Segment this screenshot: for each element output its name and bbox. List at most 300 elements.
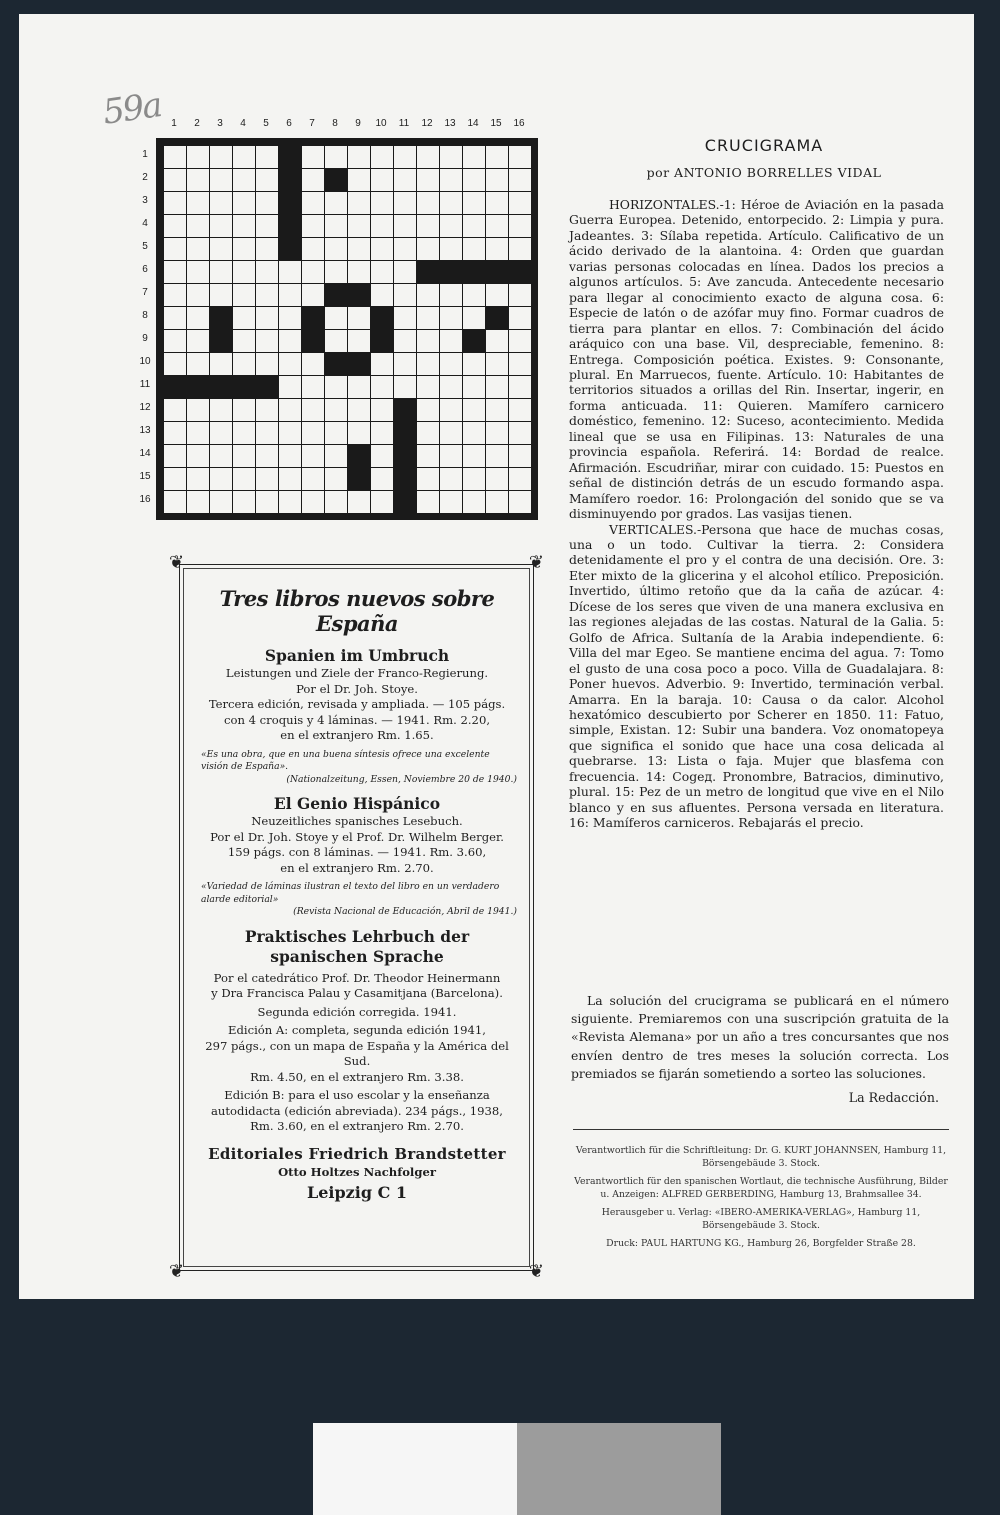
crossword-cell[interactable] — [509, 238, 531, 260]
book-detail: Rm. 3.60, en el extranjero Rm. 2.70. — [250, 1119, 464, 1133]
crossword-cell[interactable] — [256, 169, 278, 191]
crossword-cell[interactable] — [187, 399, 209, 421]
crossword-cell[interactable] — [302, 146, 324, 168]
book-review-quote: «Es una obra, que en una buena síntesis ofrece una excelente visión de España». — [201, 748, 490, 772]
crossword-cell[interactable] — [210, 238, 232, 260]
row-number: 1 — [142, 149, 148, 160]
book-detail: 297 págs., con un mapa de España y la América del Sud. — [205, 1038, 509, 1068]
crossword-cell[interactable] — [371, 215, 393, 237]
crossword-cell[interactable] — [187, 261, 209, 283]
crossword-cell[interactable] — [509, 330, 531, 352]
crossword-cell[interactable] — [279, 376, 301, 398]
crossword-cell[interactable] — [417, 192, 439, 214]
crossword-cell[interactable] — [187, 445, 209, 467]
row-number: 6 — [142, 264, 148, 275]
crossword-cell[interactable] — [325, 192, 347, 214]
row-number: 12 — [139, 402, 151, 413]
crossword-cell[interactable] — [463, 353, 485, 375]
crossword-cell[interactable] — [417, 307, 439, 329]
crossword-cell[interactable] — [164, 468, 186, 490]
crossword-cell[interactable] — [509, 468, 531, 490]
crossword-cell[interactable] — [417, 353, 439, 375]
crossword-cell[interactable] — [256, 261, 278, 283]
crossword-cell[interactable] — [394, 376, 416, 398]
crossword-cell[interactable] — [463, 284, 485, 306]
column-number: 15 — [490, 118, 502, 129]
crossword-cell[interactable] — [371, 468, 393, 490]
crossword-cell[interactable] — [417, 169, 439, 191]
crossword-cell[interactable] — [371, 261, 393, 283]
crossword-cell[interactable] — [302, 468, 324, 490]
row-number: 15 — [139, 471, 151, 482]
row-number: 3 — [142, 195, 148, 206]
column-number: 10 — [375, 118, 387, 129]
crossword-cell[interactable] — [233, 261, 255, 283]
column-number: 2 — [194, 118, 200, 129]
crossword-cell[interactable] — [486, 146, 508, 168]
calibration-card-gray — [517, 1423, 721, 1515]
crossword-cell[interactable] — [233, 169, 255, 191]
crossword-cell[interactable] — [187, 330, 209, 352]
crossword-cell[interactable] — [440, 468, 462, 490]
clues-verticales: VERTICALES.-Persona que hace de muchas cosas, una o un todo. Cultivar la tierra. 2: Considera detenidamente el pro y el contra de una decisión. Ore. 3: Eter mixto de la glicerina y el alcohol etílico. Preposición. Invertido, último retoño que da la caña de azúcar. 4: Dícese de los seres que viven de una manera exclusiva en las regiones alejadas de las costas. Natural de la Galia. 5: Golfo de Africa. Sultanía de la Arabia independiente. 6: Villa del mar Egeo. Se mantiene encima del agua. 7: Tomo el gusto de una cosa poco a poco. Villa de Guadalajara. 8: Poner huevos. Adverbio. 9: Invertido, terminación verbal. Amarra. En la baraja. 10: Causa o da calor. Alcohol hexatómico descubierto por Scherer en 1850. 11: Fatuo, simple, Existan. 12: Subir una bandera. Voz onomatopeya que significa el sonido que hace una cosa delicada al quebrarse. 13: Lista o faja. Mujer que blasfema con frecuencia. 14: Cogед. Pronombre, Batracios, diminutivo, plural. 15: Pez de un metro de longitud que vive en el Nilo blanco y en sus afluentes. Persona versada en literatura. 16: Mamíferos carniceros. Rebajarás el precio. — [569, 521, 944, 831]
book-review-source: (Revista Nacional de Educación, Abril de 1941.) — [293, 906, 517, 917]
book-title: Praktisches Lehrbuch der spanischen Sprache — [244, 926, 470, 966]
crossword-cell[interactable] — [371, 376, 393, 398]
crossword-cell[interactable] — [509, 491, 531, 513]
column-number: 9 — [355, 118, 361, 129]
publisher-city: Leipzig C 1 — [306, 1182, 408, 1202]
crossword-cell[interactable] — [279, 307, 301, 329]
crossword-cell[interactable] — [486, 238, 508, 260]
crossword-cell[interactable] — [486, 422, 508, 444]
row-number: 7 — [142, 287, 148, 298]
crossword-cell[interactable] — [210, 169, 232, 191]
crossword-cell[interactable] — [256, 330, 278, 352]
crossword-cell[interactable] — [394, 307, 416, 329]
crossword-cell[interactable] — [187, 146, 209, 168]
crossword-cell[interactable] — [417, 376, 439, 398]
crossword-cell[interactable] — [164, 169, 186, 191]
crossword-cell[interactable] — [417, 445, 439, 467]
crossword-cell[interactable] — [325, 422, 347, 444]
book-detail: Segunda edición corregida. 1941. — [257, 1004, 457, 1019]
crossword-cell[interactable] — [256, 468, 278, 490]
crossword-cell[interactable] — [164, 261, 186, 283]
crossword-cell[interactable] — [509, 215, 531, 237]
imprint — [571, 1144, 951, 1255]
imprint-line: Druck: PAUL HARTUNG KG., Hamburg 26, Borgfelder Straße 28. — [606, 1238, 916, 1249]
crossword-cell[interactable] — [417, 146, 439, 168]
corner-ornament-icon: ❦ — [528, 1261, 544, 1282]
crossword-cell[interactable] — [256, 307, 278, 329]
crossword-cell[interactable] — [440, 399, 462, 421]
crossword-cell[interactable] — [417, 399, 439, 421]
crossword-cell[interactable] — [233, 215, 255, 237]
crossword-cell[interactable] — [348, 376, 370, 398]
crossword-cell[interactable] — [486, 445, 508, 467]
crossword-cell[interactable] — [210, 491, 232, 513]
crossword-cell[interactable] — [371, 284, 393, 306]
crossword-cell[interactable] — [394, 330, 416, 352]
crossword-cell[interactable] — [509, 399, 531, 421]
crossword-cell[interactable] — [440, 491, 462, 513]
crossword-cell[interactable] — [509, 169, 531, 191]
crossword-cell[interactable] — [325, 307, 347, 329]
crossword-cell[interactable] — [210, 261, 232, 283]
crossword-cell[interactable] — [348, 238, 370, 260]
crossword-cell[interactable] — [210, 284, 232, 306]
crossword-cell[interactable] — [371, 422, 393, 444]
book-review-quote: «Variedad de láminas ilustran el texto del libro en un verdadero alarde editorial» — [201, 881, 500, 905]
crossword-clues — [569, 197, 944, 831]
crossword-cell[interactable] — [371, 353, 393, 375]
publisher-subtitle: Otto Holtzes Nachfolger — [278, 1164, 436, 1179]
crossword-cell[interactable] — [509, 422, 531, 444]
crossword-cell[interactable] — [417, 215, 439, 237]
crossword-cell[interactable] — [164, 353, 186, 375]
editorial-signature: La Redacción. — [848, 1090, 939, 1105]
row-number: 10 — [139, 356, 151, 367]
crossword-cell[interactable] — [371, 445, 393, 467]
crossword-cell[interactable] — [486, 284, 508, 306]
crossword-cell[interactable] — [279, 491, 301, 513]
crossword-cell[interactable] — [486, 376, 508, 398]
crossword-cell[interactable] — [417, 468, 439, 490]
column-number: 16 — [513, 118, 525, 129]
book-detail: en el extranjero Rm. 1.65. — [280, 728, 434, 742]
crossword-cell[interactable] — [164, 215, 186, 237]
row-number: 11 — [139, 379, 151, 390]
crossword-cell[interactable] — [164, 284, 186, 306]
row-number: 2 — [142, 172, 148, 183]
crossword-cell[interactable] — [302, 261, 324, 283]
crossword-cell[interactable] — [256, 146, 278, 168]
crossword-cell[interactable] — [210, 215, 232, 237]
crossword-cell[interactable] — [348, 491, 370, 513]
crossword-cell[interactable] — [440, 376, 462, 398]
book-review-source: (Nationalzeitung, Essen, Noviembre 20 de 1940.) — [286, 773, 517, 785]
crossword-cell[interactable] — [279, 330, 301, 352]
book-detail: con 4 croquis y 4 láminas. — 1941. Rm. 2.20, — [224, 712, 490, 727]
crossword-cell[interactable] — [325, 491, 347, 513]
crossword-cell[interactable] — [187, 468, 209, 490]
crossword-cell[interactable] — [279, 353, 301, 375]
crossword-cell[interactable] — [210, 192, 232, 214]
corner-ornament-icon: ❦ — [169, 552, 185, 573]
crossword-contest-note — [571, 992, 949, 1083]
row-number: 4 — [142, 218, 148, 229]
crossword-cell[interactable] — [233, 192, 255, 214]
crossword-cell[interactable] — [463, 146, 485, 168]
crossword-cell[interactable] — [417, 284, 439, 306]
crossword-cell[interactable] — [256, 238, 278, 260]
crossword-cell[interactable] — [509, 307, 531, 329]
crossword-cell[interactable] — [463, 215, 485, 237]
crossword-cell[interactable] — [348, 307, 370, 329]
crossword-cell[interactable] — [440, 445, 462, 467]
crossword-cell[interactable] — [210, 445, 232, 467]
crossword-cell[interactable] — [210, 422, 232, 444]
crossword-cell[interactable] — [302, 215, 324, 237]
crossword-cell[interactable] — [509, 353, 531, 375]
crossword-cell[interactable] — [164, 445, 186, 467]
book-title: El Genio Hispánico — [273, 794, 441, 813]
crossword-cell[interactable] — [417, 238, 439, 260]
crossword-cell[interactable] — [256, 353, 278, 375]
crossword-cell[interactable] — [394, 192, 416, 214]
crossword-cell[interactable] — [348, 192, 370, 214]
book-advertisement — [169, 554, 544, 1281]
crossword-cell[interactable] — [233, 146, 255, 168]
crossword-cell[interactable] — [210, 399, 232, 421]
crossword-cell[interactable] — [233, 284, 255, 306]
crossword-cell[interactable] — [394, 146, 416, 168]
crossword-cell[interactable] — [164, 399, 186, 421]
crossword-cell[interactable] — [394, 169, 416, 191]
crossword-cell[interactable] — [302, 192, 324, 214]
crossword-cell[interactable] — [394, 215, 416, 237]
corner-ornament-icon: ❦ — [169, 1261, 185, 1282]
crossword-cell[interactable] — [279, 399, 301, 421]
crossword-cell[interactable] — [348, 215, 370, 237]
crossword-cell[interactable] — [279, 468, 301, 490]
book-detail: y Dra Francisca Palau y Casamitjana (Barcelona). — [211, 986, 503, 1000]
crossword-cell[interactable] — [279, 445, 301, 467]
crossword-cell[interactable] — [463, 238, 485, 260]
crossword-cell[interactable] — [463, 491, 485, 513]
crossword-cell[interactable] — [325, 468, 347, 490]
crossword-cell[interactable] — [187, 491, 209, 513]
crossword-cell[interactable] — [463, 169, 485, 191]
crossword-cell[interactable] — [440, 307, 462, 329]
crossword-cell[interactable] — [486, 353, 508, 375]
crossword-cell[interactable] — [210, 468, 232, 490]
crossword-cell[interactable] — [256, 399, 278, 421]
crossword-cell[interactable] — [463, 422, 485, 444]
publisher-name: Editoriales Friedrich Brandstetter — [208, 1144, 506, 1163]
clues-horizontales: HORIZONTALES.-1: Héroe de Aviación en la pasada Guerra Europea. Detenido, entorpecido. 2: Limpia y pura. Jadeantes. 3: Sílaba repetida. Artículo. Calificativo de un ácido derivado de la alantoina. 4: Orden que guardan varias personas colocadas en línea. Dados los precios a algunos artículos. 5: Ave zancuda. Antecedente necesario para llegar al conocimiento exacto de alguna cosa. 6: Especie de latón o de azófar muy fino. Formar cuadros de tierra para plantar en ellos. 7: Combinación del ácido aráquico con una base. Vil, despreciable, femenino. 8: Entrega. Composición poética. Existes. 9: Consonante, plural. En Marruecos, fuente. Artículo. 10: Habitantes de territorios situados a orillas del Rin. Insertar, ingerir, en forma anticuada. 11: Quieren. Mamífero carnicero doméstico, femenino. 12: Suceso, acontecimiento. Medida lineal que se usa en Filipinas. 13: Naturales de una provincia española. Referirá. 14: Bordad de realce. Afirmación. Escudriñar, mirar con cuidado. 15: Puestos en señal de distinción detrás de un escudo formando aspa. Mamífero roedor. 16: Prolongación del sonido que se va disminuyendo por grados. Las vasijas tienen. — [569, 197, 944, 522]
crossword-cell[interactable] — [348, 146, 370, 168]
crossword-cell[interactable] — [164, 192, 186, 214]
corner-ornament-icon: ❦ — [528, 552, 544, 573]
crossword-cell[interactable] — [302, 284, 324, 306]
crossword-cell[interactable] — [509, 146, 531, 168]
column-number: 11 — [398, 118, 410, 129]
crossword-cell[interactable] — [371, 146, 393, 168]
crossword-cell[interactable] — [371, 238, 393, 260]
book-detail: Neuzeitliches spanisches Lesebuch. — [251, 814, 463, 828]
crossword-cell[interactable] — [348, 169, 370, 191]
crossword-cell[interactable] — [187, 422, 209, 444]
book-3 — [197, 927, 517, 1135]
crossword-cell[interactable] — [164, 491, 186, 513]
crossword-cell[interactable] — [233, 238, 255, 260]
ad-content — [197, 586, 517, 1202]
calibration-card-white — [313, 1423, 517, 1515]
crossword-cell[interactable] — [486, 192, 508, 214]
crossword-cell[interactable] — [187, 307, 209, 329]
row-number: 14 — [139, 448, 151, 459]
crossword-cell[interactable] — [256, 284, 278, 306]
column-number: 13 — [444, 118, 456, 129]
crossword-cell[interactable] — [371, 399, 393, 421]
book-detail: 159 págs. con 8 láminas. — 1941. Rm. 3.60, — [227, 845, 487, 859]
crossword-cell[interactable] — [371, 192, 393, 214]
crossword-cell[interactable] — [348, 261, 370, 283]
crossword-cell[interactable] — [463, 468, 485, 490]
crossword-cell[interactable] — [348, 330, 370, 352]
crossword-cell[interactable] — [463, 307, 485, 329]
crossword-cell[interactable] — [256, 192, 278, 214]
book-detail: Edición B: para el uso escolar y la enseñanza autodidacta (edición abreviada). 234 págs., 1938, — [211, 1088, 503, 1118]
crossword-cell[interactable] — [279, 422, 301, 444]
crossword-cell[interactable] — [187, 192, 209, 214]
column-number: 8 — [332, 118, 338, 129]
crossword-cell[interactable] — [325, 399, 347, 421]
crossword-cell[interactable] — [302, 169, 324, 191]
crossword-author: por ANTONIO BORRELLES VIDAL — [646, 165, 882, 180]
crossword-cell[interactable] — [164, 146, 186, 168]
crossword-cell[interactable] — [509, 284, 531, 306]
crossword-cell[interactable] — [302, 376, 324, 398]
crossword-cell[interactable] — [417, 330, 439, 352]
crossword-cell[interactable] — [417, 491, 439, 513]
crossword-cell[interactable] — [486, 468, 508, 490]
handwritten-archive-number: 59a — [100, 85, 164, 133]
crossword-cell[interactable] — [302, 399, 324, 421]
crossword-cell[interactable] — [302, 445, 324, 467]
crossword-cell[interactable] — [302, 238, 324, 260]
crossword-cell[interactable] — [325, 445, 347, 467]
crossword-cell[interactable] — [440, 146, 462, 168]
crossword-cell[interactable] — [440, 284, 462, 306]
crossword-cell[interactable] — [279, 261, 301, 283]
crossword-cell[interactable] — [302, 491, 324, 513]
crossword-cell[interactable] — [325, 376, 347, 398]
book-detail: Por el Dr. Joh. Stoye y el Prof. Dr. Wilhelm Berger. — [210, 829, 504, 844]
crossword-cell[interactable] — [325, 146, 347, 168]
row-number: 9 — [142, 333, 148, 344]
book-2 — [197, 794, 517, 919]
crossword-cell[interactable] — [187, 215, 209, 237]
crossword-cell[interactable] — [210, 146, 232, 168]
scanned-page — [19, 14, 974, 1299]
crossword-cell[interactable] — [164, 307, 186, 329]
crossword-cell[interactable] — [233, 330, 255, 352]
crossword-cell[interactable] — [233, 468, 255, 490]
crossword-cell[interactable] — [486, 215, 508, 237]
crossword-cell[interactable] — [256, 215, 278, 237]
crossword-cell[interactable] — [509, 376, 531, 398]
crossword-cell[interactable] — [509, 445, 531, 467]
crossword-cell[interactable] — [486, 330, 508, 352]
crossword-cell[interactable] — [256, 491, 278, 513]
crossword-cell[interactable] — [256, 445, 278, 467]
crossword-cell[interactable] — [256, 422, 278, 444]
crossword-cell[interactable] — [463, 445, 485, 467]
crossword-cell[interactable] — [187, 353, 209, 375]
crossword-cell[interactable] — [164, 330, 186, 352]
crossword-cell[interactable] — [187, 169, 209, 191]
crossword-cell[interactable] — [187, 238, 209, 260]
crossword-cell[interactable] — [371, 491, 393, 513]
crossword-cell[interactable] — [187, 284, 209, 306]
crossword-cell[interactable] — [233, 307, 255, 329]
crossword-cell[interactable] — [440, 169, 462, 191]
book-detail: Leistungen und Ziele der Franco-Regierung. — [225, 666, 489, 680]
row-number: 5 — [142, 241, 148, 252]
crossword-cell[interactable] — [440, 238, 462, 260]
crossword-title: CRUCIGRAMA — [704, 136, 824, 155]
column-number: 5 — [263, 118, 269, 129]
crossword-cell[interactable] — [233, 445, 255, 467]
crossword-cell[interactable] — [325, 261, 347, 283]
imprint-line: Verantwortlich für den spanischen Wortlaut, die technische Ausführung, Bilder u. Anzeigen: ALFRED GERBERDING, Hamburg 13, Brahmsallee 34. — [574, 1176, 948, 1200]
crossword-cell[interactable] — [440, 330, 462, 352]
crossword-cell[interactable] — [233, 399, 255, 421]
crossword-cell[interactable] — [509, 192, 531, 214]
crossword-cell[interactable] — [440, 215, 462, 237]
book-1 — [197, 646, 517, 786]
book-detail: Por el Dr. Joh. Stoye. — [296, 681, 418, 696]
row-number: 16 — [139, 494, 151, 505]
crossword-cell[interactable] — [210, 353, 232, 375]
crossword-cell[interactable] — [164, 422, 186, 444]
crossword-cell[interactable] — [486, 399, 508, 421]
column-number: 3 — [217, 118, 223, 129]
crossword-cell[interactable] — [348, 422, 370, 444]
crossword-cell[interactable] — [394, 353, 416, 375]
crossword-cell[interactable] — [440, 422, 462, 444]
crossword-cell[interactable] — [394, 284, 416, 306]
crossword-cell[interactable] — [325, 330, 347, 352]
crossword-cell[interactable] — [233, 422, 255, 444]
crossword-cell[interactable] — [325, 215, 347, 237]
crossword-cell[interactable] — [486, 491, 508, 513]
book-title: Spanien im Umbruch — [264, 646, 450, 665]
crossword-cell[interactable] — [440, 192, 462, 214]
crossword-cell[interactable] — [463, 399, 485, 421]
crossword-cell[interactable] — [394, 261, 416, 283]
column-number: 4 — [240, 118, 246, 129]
column-number: 6 — [286, 118, 292, 129]
crossword-cell[interactable] — [302, 353, 324, 375]
crossword-cell[interactable] — [233, 353, 255, 375]
crossword-cell[interactable] — [164, 238, 186, 260]
column-number: 14 — [467, 118, 479, 129]
imprint-divider — [573, 1129, 949, 1130]
crossword-cell[interactable] — [394, 238, 416, 260]
book-detail: Edición A: completa, segunda edición 1941, — [228, 1023, 486, 1037]
crossword-cell[interactable] — [279, 284, 301, 306]
column-number: 1 — [171, 118, 177, 129]
book-detail: Tercera edición, revisada y ampliada. — 105 págs. — [208, 697, 506, 711]
crossword-cell[interactable] — [463, 376, 485, 398]
crossword-cell[interactable] — [486, 169, 508, 191]
crossword-cell[interactable] — [371, 169, 393, 191]
crossword-cell[interactable] — [325, 238, 347, 260]
contest-note-text: La solución del crucigrama se publicará en el número siguiente. Premiaremos con una suscripción gratuita de la «Revista Alemana» por un año a tres concursantes que nos envíen dentro de tres meses la solución correcta. Los premiados se fijarán sometiendo a sorteo las soluciones. — [571, 993, 949, 1081]
book-detail: en el extranjero Rm. 2.70. — [280, 860, 434, 875]
crossword-cell[interactable] — [440, 353, 462, 375]
crossword-cell[interactable] — [233, 491, 255, 513]
row-number: 13 — [139, 425, 151, 436]
crossword-cell[interactable] — [348, 399, 370, 421]
crossword-cell[interactable] — [417, 422, 439, 444]
crossword-cell[interactable] — [302, 422, 324, 444]
crossword-cell[interactable] — [463, 192, 485, 214]
